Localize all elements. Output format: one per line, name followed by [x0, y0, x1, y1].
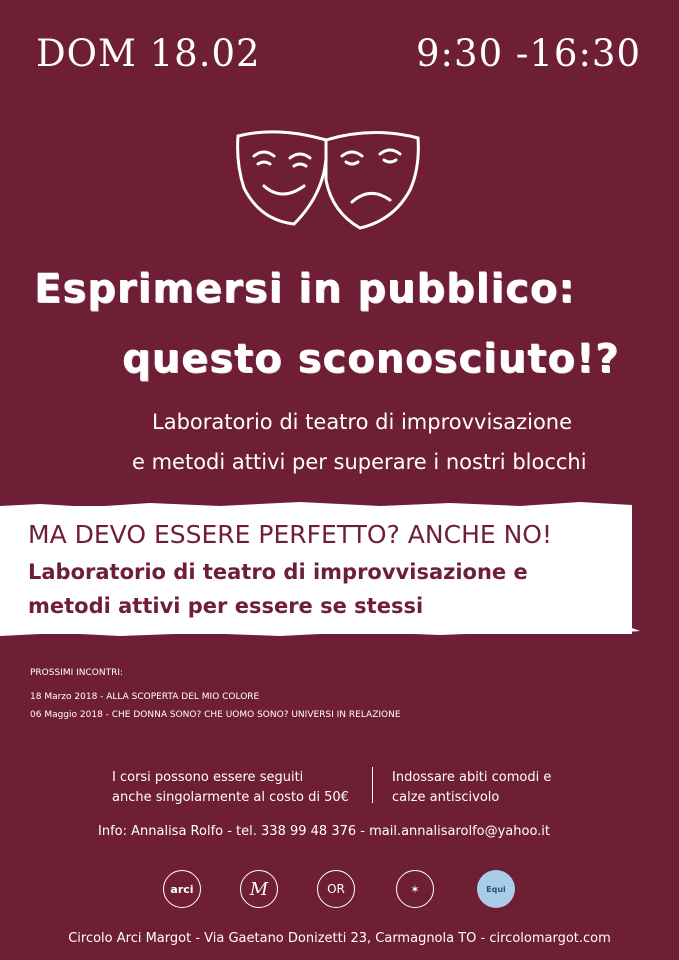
headline-line-1: Esprimersi in pubblico:: [34, 266, 576, 312]
subtitle-line-1: Laboratorio di teatro di improvvisazione: [152, 410, 573, 434]
band-text-line-1: Laboratorio di teatro di improvvisazione e: [28, 560, 528, 584]
band-text-line-2: metodi attivi per essere se stessi: [28, 594, 424, 618]
courses-note-line-2: anche singolarmente al costo di 50€: [112, 790, 349, 805]
upcoming-heading: PROSSIMI INCONTRI:: [30, 668, 124, 678]
band-brush-edge-bottom: [0, 628, 640, 638]
event-time: 9:30 -16:30: [416, 32, 641, 75]
contact-info: Info: Annalisa Rolfo - tel. 338 99 48 376 - mail.annalisarolfo@yahoo.it: [98, 824, 551, 839]
m-logo: M: [240, 870, 278, 908]
courses-note-line-1: I corsi possono essere seguiti: [112, 770, 304, 785]
upcoming-event: 06 Maggio 2018 - CHE DONNA SONO? CHE UOMO SONO? UNIVERSI IN RELAZIONE: [30, 710, 401, 720]
subtitle-line-2: e metodi attivi per superare i nostri blocchi: [132, 450, 587, 474]
arci-logo: arci: [163, 870, 201, 908]
headline-line-2: questo sconosciuto!?: [122, 336, 620, 382]
dress-note-line-2: calze antiscivolo: [392, 790, 500, 805]
dress-note-line-1: Indossare abiti comodi e: [392, 770, 552, 785]
theatre-masks-icon: [234, 128, 422, 232]
notes-divider: [372, 767, 373, 803]
event-date: DOM 18.02: [36, 32, 261, 75]
equi-logo: Equi: [477, 870, 515, 908]
footer-address: Circolo Arci Margot - Via Gaetano Donizetti 23, Carmagnola TO - circolomargot.com: [68, 931, 611, 946]
or-logo: OR: [317, 870, 355, 908]
star-logo: ✶: [396, 870, 434, 908]
upcoming-event: 18 Marzo 2018 - ALLA SCOPERTA DEL MIO COLORE: [30, 692, 260, 702]
band-heading: MA DEVO ESSERE PERFETTO? ANCHE NO!: [28, 520, 553, 549]
